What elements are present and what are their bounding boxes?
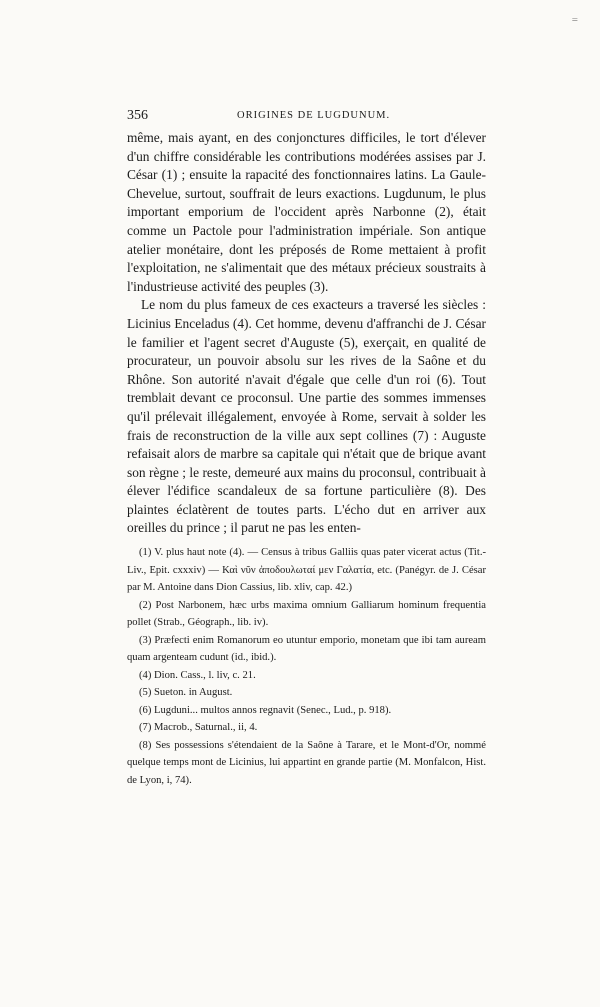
page-number: 356 xyxy=(127,108,148,123)
footnote-8: (8) Ses possessions s'étendaient de la Saône à Tarare, et le Mont-d'Or, nommé quelque temps mont de Licinius, lui appartint en grande partie (M. Monfalcon, Hist. de Lyon, i, 74). xyxy=(127,739,486,786)
running-title: ORIGINES DE LUGDUNUM. xyxy=(237,110,391,121)
footnote-1: (1) V. plus haut note (4). — Census à tribus Galliis quas pater vicerat actus (Tit.-Liv., Epit. cxxxiv) — Καὶ νῦν ἀποδουλωταί μεν Γαλατία, etc. (Panégyr. de J. César par M. Antoine dans Dion Cassius, lib. xliv, cap. 42.) xyxy=(127,547,486,593)
footnote-5: (5) Sueton. in August. xyxy=(139,687,233,698)
footnote-6: (6) Lugduni... multos annos regnavit (Senec., Lud., p. 918). xyxy=(139,704,392,716)
footnote-7: (7) Macrob., Saturnal., ii, 4. xyxy=(139,722,258,733)
footnote-4: (4) Dion. Cass., l. liv, c. 21. xyxy=(139,669,256,681)
footnote-2: (2) Post Narbonem, hæc urbs maxima omnium Galliarum hominum frequentia pollet (Strab., Géograph., lib. iv). xyxy=(127,599,486,628)
paragraph-2: Le nom du plus fameux de ces exacteurs a traversé les siècles : Licinius Enceladus (4). Cet homme, devenu d'affranchi de J. César le familier et l'agent secret d'Auguste (5), exerçait, en qualité de procurateur, un pouvoir absolu sur les rives de la Saône et du Rhône. Son autorité n'avait d'égale que celle d'un roi (6). Tout tremblait devant ce proconsul. Une partie des sommes immenses qu'il prélevait illégalement, envoyée à Rome, servait à solder les frais de reconstruction de la ville aux sept collines (7) : Auguste refaisait alors de marbre sa capitale qui n'était que de brique avant son règne ; le reste, demeuré aux mains du proconsul, contribuait à élever l'édifice scandaleux de sa fortune particulière (8). Des plaintes éclatèrent de toutes parts. L'écho dut en arriver aux oreilles du prince ; il parut ne pas les enten- xyxy=(127,297,486,536)
paragraph-1: même, mais ayant, en des conjonctures difficiles, le tort d'élever d'un chiffre considérable les contributions modérées assises par J. César (1) ; ensuite la rapacité des fonctionnaires latins. La Gaule-Chevelue, surtout, souffrait de leurs exactions. Lugdunum, le plus important emporium de l'occident après Narbonne (2), était comme un Pactole pour l'administration impériale. Son antique atelier monétaire, dont les préposés de Rome mettaient à profit l'exploitation, ne s'alimentait que des métaux précieux soustraits à l'industrieuse activité des peuples (3). xyxy=(127,130,486,294)
footnotes xyxy=(127,544,486,789)
corner-mark: = xyxy=(571,14,578,26)
footnote-3: (3) Præfecti enim Romanorum eo utuntur emporio, monetam que ibi tam auream quam argenteam cudunt (id., ibid.). xyxy=(127,634,486,663)
main-text xyxy=(127,129,486,538)
